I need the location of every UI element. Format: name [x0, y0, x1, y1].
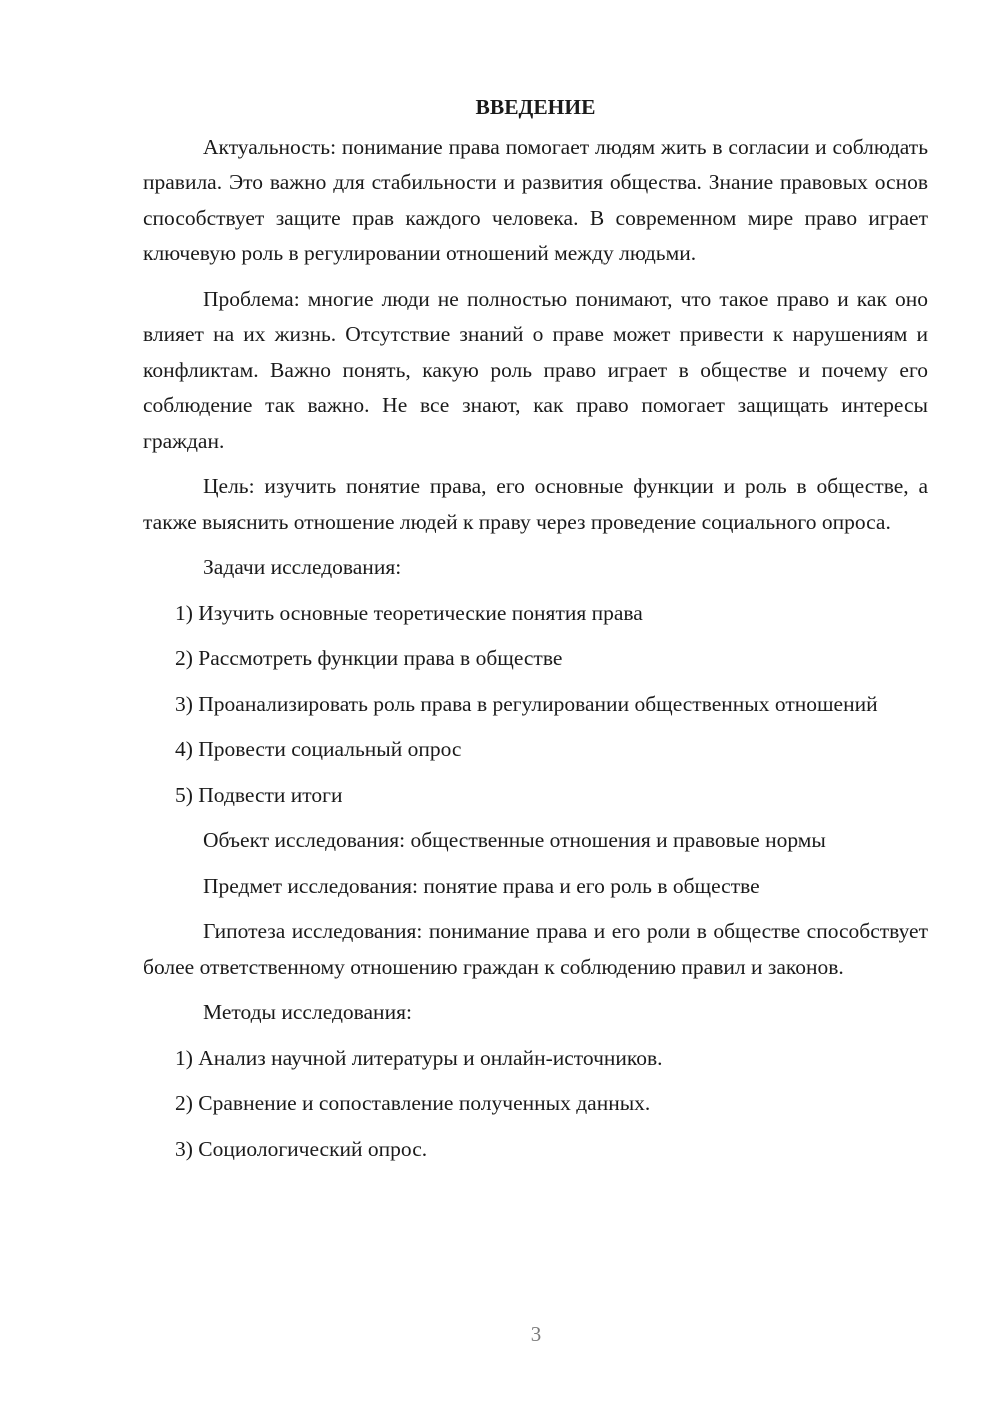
method-item: 3) Социологический опрос. [175, 1136, 428, 1161]
document-page [143, 90, 928, 1177]
object-paragraph: Объект исследования: общественные отношения и правовые нормы [203, 828, 826, 852]
relevance-paragraph: Актуальность: понимание права помогает людям жить в согласии и соблюдать правила. Это важно для стабильности и развития общества. Знание правовых основ способствует защите прав каждого человека. В современном мире право играет ключевую роль в регулировании отношений между людьми. [143, 134, 928, 265]
task-item: 3) Проанализировать роль права в регулировании общественных отношений [175, 691, 878, 716]
method-item: 1) Анализ научной литературы и онлайн-источников. [175, 1045, 663, 1070]
hypothesis-paragraph: Гипотеза исследования: понимание права и его роли в обществе способствует более ответственному отношению граждан к соблюдению правил и законов. [143, 919, 928, 979]
problem-paragraph: Проблема: многие люди не полностью понимают, что такое право и как оно влияет на их жизнь. Отсутствие знаний о праве может привести к нарушениям и конфликтам. Важно понять, какую роль право играет в обществе и почему его соблюдение так важно. Не все знают, как право помогает защищать интересы граждан. [143, 286, 928, 453]
section-title: ВВЕДЕНИЕ [475, 95, 596, 119]
goal-paragraph: Цель: изучить понятие права, его основные функции и роль в обществе, а также выяснить отношение людей к праву через проведение социального опроса. [143, 474, 928, 534]
page-number: 3 [530, 1322, 542, 1346]
subject-paragraph: Предмет исследования: понятие права и его роль в обществе [203, 873, 760, 898]
method-item: 2) Сравнение и сопоставление полученных данных. [175, 1091, 651, 1115]
methods-heading: Методы исследования: [203, 1000, 412, 1024]
tasks-heading: Задачи исследования: [203, 555, 402, 579]
task-item: 1) Изучить основные теоретические понятия права [175, 600, 643, 625]
task-item: 5) Подвести итоги [175, 782, 343, 807]
task-item: 4) Провести социальный опрос [175, 737, 462, 761]
task-item: 2) Рассмотреть функции права в обществе [175, 646, 563, 670]
